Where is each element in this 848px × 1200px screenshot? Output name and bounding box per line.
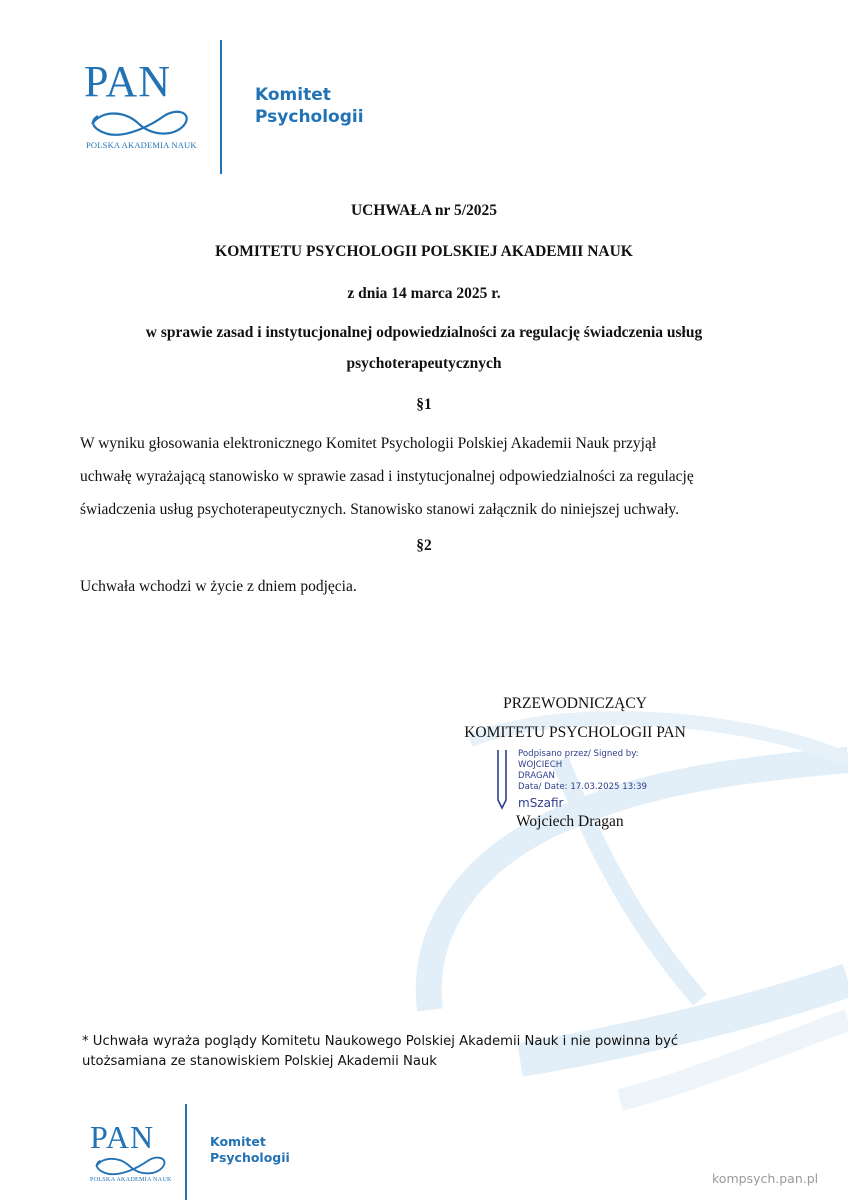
pen-signature-icon (494, 748, 510, 810)
section-2-heading: §2 (416, 537, 432, 554)
pan-logo-subtitle: POLSKA AKADEMIA NAUK (86, 140, 197, 150)
section-1-heading: §1 (416, 396, 432, 413)
signature-date: Data/ Date: 17.03.2025 13:39 (518, 782, 648, 792)
website-link[interactable]: kompsych.pan.pl (712, 1171, 819, 1186)
section-2-paragraph: Uchwała wchodzi w życie z dniem podjęcia. (80, 578, 357, 595)
section-1-line-3: świadczenia usług psychoterapeutycznych. Stanowisko stanowi załącznik do niniejszej uchwały. (80, 501, 680, 518)
committee-line-2: Psychologii (255, 107, 364, 128)
footnote (82, 1032, 722, 1072)
electronic-signature-stamp (518, 749, 688, 793)
header-logo (84, 58, 204, 158)
mszafir-logo: mSzafir (518, 796, 564, 810)
section-1-line-1: W wyniku głosowania elektronicznego Komitet Psychologii Polskiej Akademii Nauk przyjął (80, 435, 657, 452)
signature-role-line-2: KOMITETU PSYCHOLOGII PAN (464, 724, 686, 741)
section-1-paragraph (80, 427, 780, 526)
signer-last-name: DRAGAN (518, 771, 555, 781)
signed-by-label: Podpisano przez/ Signed by: (518, 749, 639, 759)
footer-committee-line-1: Komitet (210, 1134, 266, 1149)
resolution-subject-line-1: w sprawie zasad i instytucjonalnej odpowiedzialności za regulację świadczenia usług (145, 324, 703, 341)
footer-infinity-swirl-icon (90, 1152, 170, 1178)
footer-committee-line-2: Psychologii (210, 1150, 290, 1166)
resolution-date: z dnia 14 marca 2025 r. (347, 285, 501, 302)
resolution-subject-line-2: psychoterapeutycznych (346, 355, 502, 372)
pan-logo-word: PAN (84, 57, 171, 106)
committee-line-1: Komitet (255, 85, 331, 105)
footer-divider (185, 1104, 187, 1200)
footnote-line-2: utożsamiana ze stanowiskiem Polskiej Akademii Nauk (82, 1054, 437, 1069)
infinity-swirl-icon (84, 104, 194, 140)
signer-first-name: WOJCIECH (518, 760, 563, 770)
header-divider (220, 40, 222, 174)
resolution-org: KOMITETU PSYCHOLOGII POLSKIEJ AKADEMII NAUK (215, 243, 633, 260)
footer-pan-logo-word: PAN (90, 1119, 155, 1155)
footnote-line-1: * Uchwała wyraża poglądy Komitetu Naukowego Polskiej Akademii Nauk i nie powinna być (82, 1034, 679, 1049)
section-1-line-2: uchwałę wyrażającą stanowisko w sprawie zasad i instytucjonalnej odpowiedzialności za regulację (80, 468, 694, 485)
signatory-name: Wojciech Dragan (516, 813, 624, 830)
footer-committee-name (210, 1134, 290, 1167)
header-committee-name (255, 84, 364, 128)
signature-role-line-1: PRZEWODNICZĄCY (503, 695, 647, 712)
footer-logo (90, 1120, 180, 1190)
footer-pan-logo-subtitle: POLSKA AKADEMIA NAUK (90, 1176, 172, 1183)
resolution-title: UCHWAŁA nr 5/2025 (350, 202, 498, 219)
